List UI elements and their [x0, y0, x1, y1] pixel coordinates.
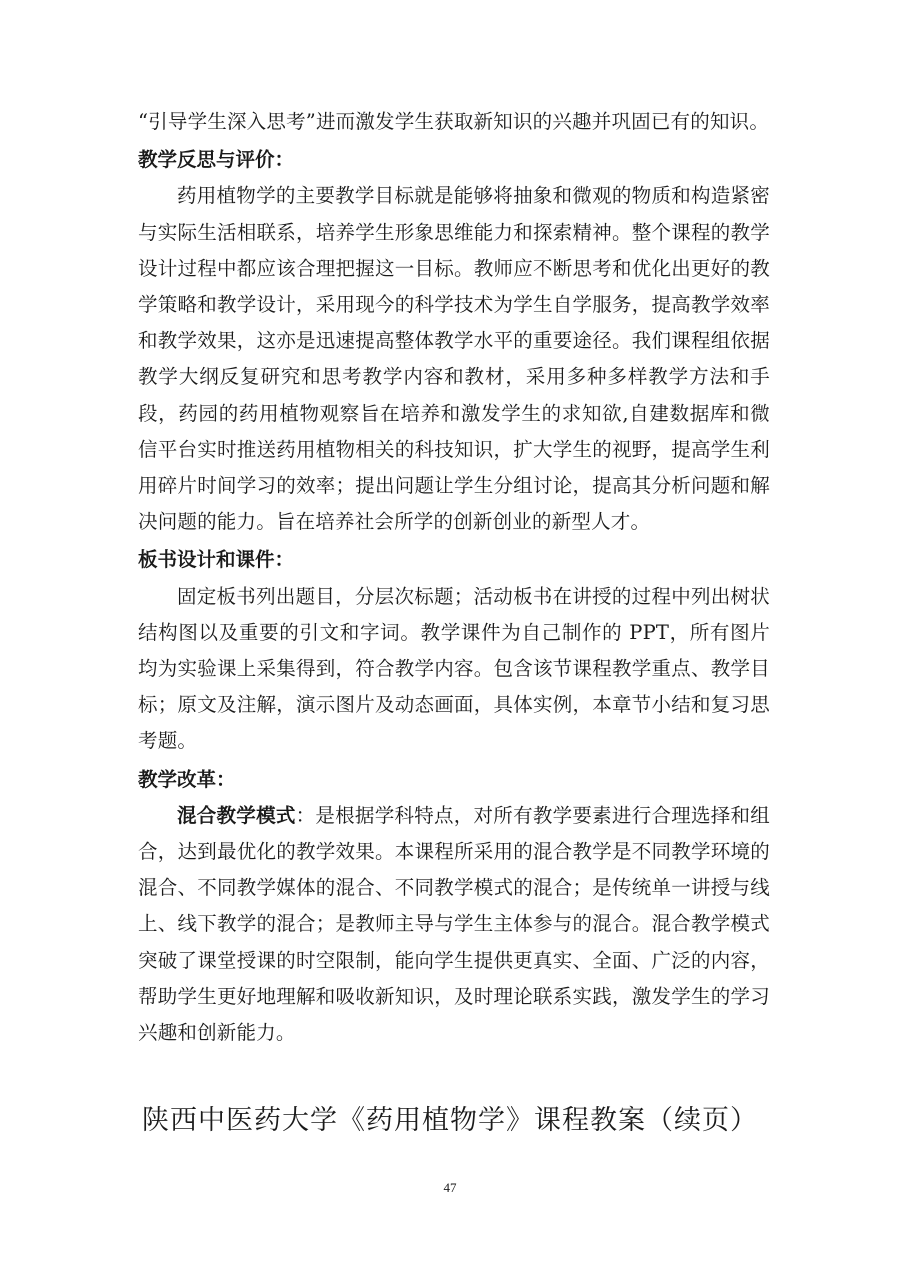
reform-body-text: ：是根据学科特点，对所有教学要素进行合理选择和组合，达到最优化的教学效果。本课程所采用的混合教学是不同教学环境的混合、不同教学媒体的混合、不同教学模式的混合；是传统单一讲授与线上、线下教学的混合；是教师主导与学生主体参与的混合。混合教学模式突破了课堂授课的时空限制，能向学生提供更真实、全面、广泛的内容，帮助学生更好地理解和吸收新知识，及时理论联系实践，激发学生的学习兴趣和创新能力。 [138, 803, 770, 1045]
footer-title: 陕西中医药大学《药用植物学》课程教案（续页） [142, 1105, 758, 1136]
document-body [138, 104, 770, 1051]
section-heading-reform: 教学改革： [138, 767, 236, 791]
section-heading-reflection: 教学反思与评价： [138, 148, 295, 172]
section-heading-board-design: 板书设计和课件： [138, 548, 295, 572]
section-paragraph-board-design: 固定板书列出题目，分层次标题；活动板书在讲授的过程中列出树状结构图以及重要的引文和字词。教学课件为自己制作的 PPT，所有图片均为实验课上采集得到，符合教学内容。包含该节课程教学重点、教学目标；原文及注解，演示图片及动态画面，具体实例，本章节小结和复习思考题。 [138, 584, 770, 753]
reform-lead-term: 混合教学模式 [177, 803, 296, 827]
opening-line: “引导学生深入思考”进而激发学生获取新知识的兴趣并巩固已有的知识。 [138, 110, 770, 133]
page-number: 47 [443, 1180, 457, 1195]
section-paragraph-reflection: 药用植物学的主要教学目标就是能够将抽象和微观的物质和构造紧密与实际生活相联系，培养学生形象思维能力和探索精神。整个课程的教学设计过程中都应该合理把握这一目标。教师应不断思考和优化出更好的教学策略和教学设计，采用现今的科学技术为学生自学服务，提高教学效率和教学效果，这亦是迅速提高整体教学水平的重要途径。我们课程组依据教学大纲反复研究和思考教学内容和教材，采用多种多样教学方法和手段，药园的药用植物观察旨在培养和激发学生的求知欲,自建数据库和微信平台实时推送药用植物相关的科技知识，扩大学生的视野，提高学生利用碎片时间学习的效率；提出问题让学生分组讨论，提高其分析问题和解决问题的能力。旨在培养社会所学的创新创业的新型人才。 [138, 184, 770, 534]
section-paragraph-reform [138, 798, 770, 1051]
